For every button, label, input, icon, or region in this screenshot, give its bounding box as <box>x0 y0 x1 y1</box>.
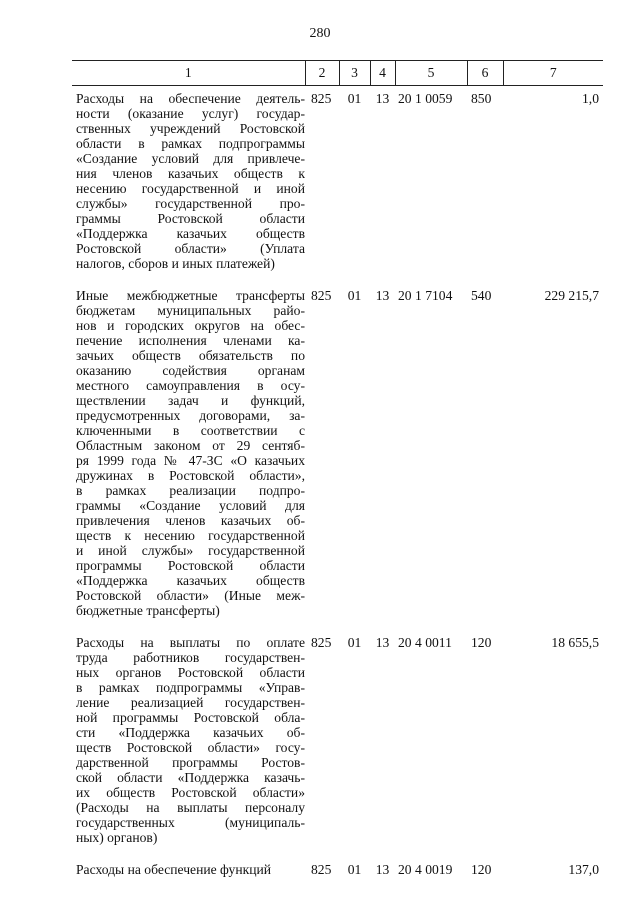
description-line: местного самоуправления в осу- <box>76 378 305 393</box>
description-line: ществ к несению государственной <box>76 528 305 543</box>
description-line: нов и городских округов на обес- <box>76 318 305 333</box>
description-line: области в рамках подпрограммы <box>76 136 305 151</box>
description-line: ря 1999 года № 47-ЗС «О казачьих <box>76 453 305 468</box>
description-line: ление реализацией государствен- <box>76 695 305 710</box>
budget-table <box>72 60 603 877</box>
description-line: несению государственной и иной <box>76 181 305 196</box>
description-line: (Расходы на выплаты персоналу <box>76 800 305 815</box>
subsection-code-cell: 13 <box>375 288 390 303</box>
description-line: дружинах в Ростовской области», <box>76 468 305 483</box>
table-row <box>72 86 603 284</box>
expense-type-code-cell: 120 <box>471 862 492 877</box>
description-line: Расходы на выплаты по оплате <box>76 635 305 650</box>
table-row <box>72 857 603 877</box>
col-header-5: 5 <box>395 61 467 86</box>
table-row <box>72 630 603 857</box>
target-article-code-cell: 20 1 7104 <box>398 288 453 303</box>
subsection-code-cell: 13 <box>375 635 390 650</box>
header-row <box>72 61 603 86</box>
ministry-code-cell: 825 <box>311 91 332 106</box>
description-line: «Поддержка казачьих обществ <box>76 226 305 241</box>
description-line: труда работников государствен- <box>76 650 305 665</box>
section-code-cell: 01 <box>347 91 362 106</box>
amount-cell: 137,0 <box>568 862 599 877</box>
expense-type-code-cell: 540 <box>471 288 492 303</box>
description-line: печение исполнения членами ка- <box>76 333 305 348</box>
description-line: привлечения членов казачьих об- <box>76 513 305 528</box>
section-code-cell: 01 <box>347 862 362 877</box>
amount-cell: 229 215,7 <box>544 288 599 303</box>
expense-type-code-cell: 120 <box>471 635 492 650</box>
description-line: ственных учреждений Ростовской <box>76 121 305 136</box>
target-article-code-cell: 20 1 0059 <box>398 91 453 106</box>
col-header-6: 6 <box>467 61 503 86</box>
row-description <box>72 86 305 284</box>
description-line: ных органов Ростовской области <box>76 665 305 680</box>
description-line: Областным законом от 29 сентяб- <box>76 438 305 453</box>
description-line: и иной службы» государственной <box>76 543 305 558</box>
description-line: ной программы Ростовской обла- <box>76 710 305 725</box>
ministry-code-cell: 825 <box>311 288 332 303</box>
row-description <box>72 283 305 630</box>
col-header-3: 3 <box>339 61 370 86</box>
description-line: бюджетные трансферты) <box>76 603 220 618</box>
description-line: зачьих обществ обязательств по <box>76 348 305 363</box>
section-code-cell: 01 <box>347 635 362 650</box>
description-line: Ростовской области» (Иные меж- <box>76 588 305 603</box>
description-line: Ростовской области» (Уплата <box>76 241 305 256</box>
description-line: ществ Ростовской области» госу- <box>76 740 305 755</box>
description-line: сти «Поддержка казачьих об- <box>76 725 305 740</box>
row-description <box>72 630 305 857</box>
description-line: программы Ростовской области <box>76 558 305 573</box>
row-description <box>72 857 305 877</box>
amount-cell: 1,0 <box>582 91 599 106</box>
description-line: бюджетам муниципальных райо- <box>76 303 305 318</box>
col-header-2: 2 <box>305 61 339 86</box>
description-line: ществлении задач и функций, <box>76 393 305 408</box>
description-line: граммы «Создание условий для <box>76 498 305 513</box>
description-line: Расходы на обеспечение деятель- <box>76 91 305 106</box>
col-header-1: 1 <box>72 61 305 86</box>
description-line: ности (оказание услуг) государ- <box>76 106 305 121</box>
table-body <box>72 86 603 878</box>
description-line: «Поддержка казачьих обществ <box>76 573 305 588</box>
ministry-code-cell: 825 <box>311 635 332 650</box>
description-line: предусмотренных договорами, за- <box>76 408 305 423</box>
description-line: ния членов казачьих обществ к <box>76 166 305 181</box>
description-line: «Создание условий для привлече- <box>76 151 305 166</box>
ministry-code-cell: 825 <box>311 862 332 877</box>
target-article-code-cell: 20 4 0011 <box>398 635 452 650</box>
description-line: граммы Ростовской области <box>76 211 305 226</box>
description-line: налогов, сборов и иных платежей) <box>76 256 275 271</box>
subsection-code-cell: 13 <box>375 91 390 106</box>
description-line: службы» государственной про- <box>76 196 305 211</box>
target-article-code-cell: 20 4 0019 <box>398 862 453 877</box>
description-line: ской области «Поддержка казачь- <box>76 770 305 785</box>
subsection-code-cell: 13 <box>375 862 390 877</box>
expense-type-code-cell: 850 <box>471 91 492 106</box>
description-line: ных) органов) <box>76 830 158 845</box>
amount-cell: 18 655,5 <box>551 635 599 650</box>
section-code-cell: 01 <box>347 288 362 303</box>
description-line: в рамках реализации подпро- <box>76 483 305 498</box>
description-line: государственных (муниципаль- <box>76 815 305 830</box>
description-line: в рамках подпрограммы «Управ- <box>76 680 305 695</box>
description-line: оказанию содействия органам <box>76 363 305 378</box>
description-line: ключенными в соответствии с <box>76 423 305 438</box>
description-line: дарственной программы Ростов- <box>76 755 305 770</box>
col-header-7: 7 <box>503 61 603 86</box>
description-line: Расходы на обеспечение функций <box>76 862 272 877</box>
description-line: их обществ Ростовской области» <box>76 785 305 800</box>
description-line: Иные межбюджетные трансферты <box>76 288 305 303</box>
table-row <box>72 283 603 630</box>
col-header-4: 4 <box>370 61 395 86</box>
page-number: 280 <box>309 26 331 41</box>
